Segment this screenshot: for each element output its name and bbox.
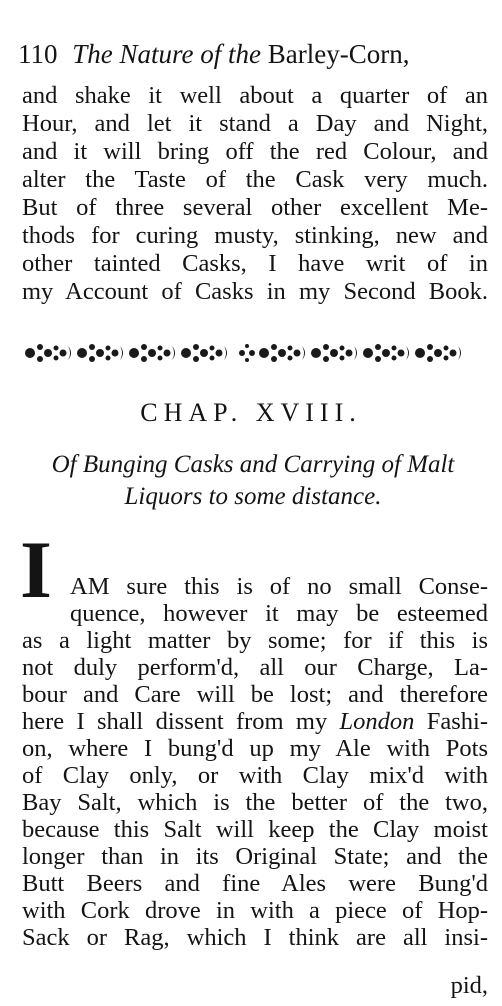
text-line: as a light matter by some; for if this is [22, 627, 488, 654]
text-line: on, where I bung'd up my Ale with Pots [22, 735, 488, 762]
text-line: bour and Care will be lost; and therefore [22, 681, 488, 708]
text-line: But of three several other excellent Me- [22, 194, 488, 221]
text-line-with-italic [22, 708, 488, 736]
text-line: other tainted Casks, I have writ of in [22, 250, 488, 277]
text-line: not duly perform'd, all our Charge, La- [22, 654, 488, 681]
text-line: longer than in its Original State; and the [22, 843, 488, 870]
fleuron-border-ornament-icon [22, 333, 484, 373]
chapter-title-line: Of Bunging Casks and Carrying of Malt [51, 451, 455, 478]
running-title-italic: The Nature of the [72, 39, 261, 69]
text-segment: Fashi- [426, 708, 489, 735]
text-line: and shake it well about a quarter of an [22, 82, 488, 109]
text-line: AM sure this is of no small Conse- [70, 573, 488, 600]
running-title-roman: Barley-Corn, [267, 39, 410, 69]
chapter-heading: CHAP. XVIII. [140, 398, 362, 427]
italic-place-name: London [339, 708, 415, 735]
text-line: Sack or Rag, which I think are all insi- [22, 924, 488, 951]
text-line: of Clay only, or with Clay mix'd with [22, 762, 488, 789]
text-line: with Cork drove in with a piece of Hop- [22, 897, 488, 924]
text-line: and it will bring off the red Colour, and [22, 138, 488, 165]
text-line: quence, however it may be esteemed [70, 600, 488, 627]
text-line: alter the Taste of the Cask very much. [22, 166, 488, 193]
text-line: Hour, and let it stand a Day and Night, [22, 110, 488, 137]
chapter-title-line: Liquors to some distance. [124, 483, 382, 510]
text-line: my Account of Casks in my Second Book. [22, 278, 488, 305]
catchword: pid, [450, 972, 488, 999]
text-line: because this Salt will keep the Clay moist [22, 816, 488, 843]
text-line: Bay Salt, which is the better of the two, [22, 789, 488, 816]
drop-cap: I [20, 524, 52, 615]
text-line: Butt Beers and fine Ales were Bung'd [22, 870, 488, 897]
text-segment: here I shall dissent from my [22, 708, 328, 735]
text-line: thods for curing musty, stinking, new and [22, 222, 488, 249]
running-header [18, 38, 484, 70]
page-number: 110 [18, 39, 58, 69]
